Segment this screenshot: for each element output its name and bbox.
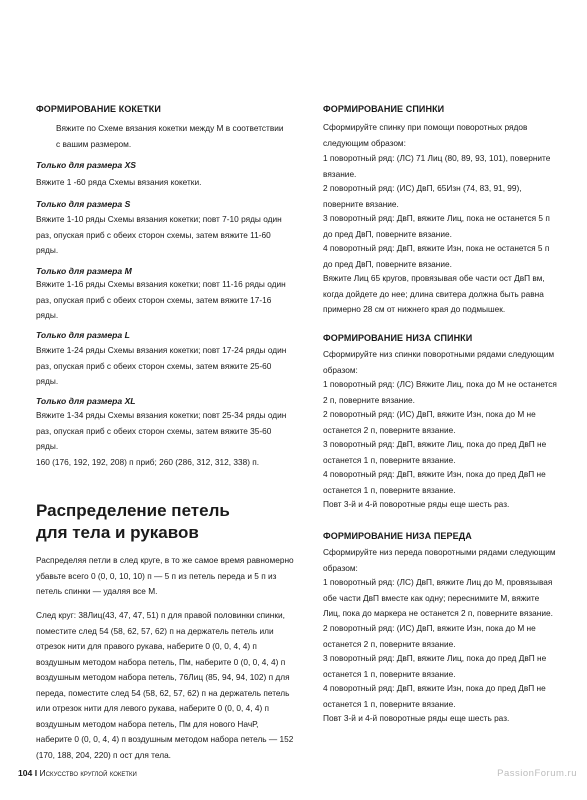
bottom-front-row-1: 1 поворотный ряд: (ЛС) ДвП, вяжите Лиц до M, провязывая обе части ДвП вместе как одну; переснимите M, вяжите Лиц, пока до маркера не останется 2 п, поверните вязание. <box>323 577 553 618</box>
bottom-back-row-1: 1 поворотный ряд: (ЛС) Вяжите Лиц, пока до M не останется 2 п, поверните вязание. <box>323 379 557 405</box>
distribution-paragraph-2: След круг: 38Лиц(43, 47, 47, 51) п для правой половинки спинки, поместите след 54 (58, 62, 57, 62) п на держатель петель или отрезок нити для правого рукава, наберите 0 (0, 0, 4, 4) п воздушным методом набора петель, Пм, наберите 0 (0, 0, 4, 4) п воздушным методом набора петель, 76Лиц (85, 94, 94, 102) п для переда, поместите след 54 (58, 62, 57, 62) п на держатель петель или отрезок нити для левого рукава, наберите 0 (0, 0, 4, 4) п воздушным методом набора петель, Пм для нового НачР, наберите 0 (0, 0, 4, 4) п воздушным методом набора петель — 152 (170, 188, 204, 220) п ост для тела. <box>36 610 294 760</box>
size-s-text: Вяжите 1-10 ряды Схемы вязания кокетки; повт 7-10 ряды один раз, опуская приб с обеих сторон схемы, затем вяжите 11-60 ряды. <box>36 214 282 255</box>
bottom-front-row-3: 3 поворотный ряд: ДвП, вяжите Лиц, пока до пред ДвП не останется 1 п, поверните вязание. <box>323 653 547 679</box>
back-row-4: 4 поворотный ряд: ДвП, вяжите Изн, пока не останется 5 п до пред ДвП, поверните вязание. <box>323 243 550 269</box>
bottom-front-row-4: 4 поворотный ряд: ДвП, вяжите Изн, пока до пред ДвП не останется 1 п, поверните вязание. <box>323 683 546 709</box>
back-ending-text: Вяжите Лиц 65 кругов, провязывая обе части ост ДвП вм, когда дойдете до нее; длина свитера должна быть равна примерно 28 см от нижнего края до подмышек. <box>323 273 545 314</box>
size-m-title: Только для размера M <box>36 266 132 276</box>
back-section-title: ФОРМИРОВАНИЕ СПИНКИ <box>323 104 445 114</box>
yoke-section-title: ФОРМИРОВАНИЕ КОКЕТКИ <box>36 104 161 114</box>
back-row-3: 3 поворотный ряд: ДвП, вяжите Лиц, пока не останется 5 п до пред ДвП, поверните вязание. <box>323 213 550 239</box>
bottom-back-section-title: ФОРМИРОВАНИЕ НИЗА СПИНКИ <box>323 333 473 343</box>
distribution-title-line-2: для тела и рукавов <box>36 523 199 542</box>
footer-book-title: Искусство круглой кокетки <box>39 768 137 778</box>
bottom-front-row-2: 2 поворотный ряд: (ИС) ДвП, вяжите Изн, пока до M не останется 2 п, поверните вязание. <box>323 623 536 649</box>
size-xs-text: Вяжите 1 -60 ряда Схемы вязания кокетки. <box>36 177 202 187</box>
back-row-2: 2 поворотный ряд: (ИС) ДвП, 65Изн (74, 83, 91, 99), поверните вязание. <box>323 183 522 209</box>
size-s-title: Только для размера S <box>36 199 131 209</box>
size-xl-counts: 160 (176, 192, 192, 208) п приб; 260 (286, 312, 312, 338) п. <box>36 457 260 467</box>
size-xl-title: Только для размера XL <box>36 396 136 406</box>
size-xs-title: Только для размера XS <box>36 160 137 170</box>
back-intro-text: Сформируйте спинку при помощи поворотных рядов следующим образом: <box>323 122 528 148</box>
page-number: 104 <box>18 768 33 778</box>
bottom-front-section-title: ФОРМИРОВАНИЕ НИЗА ПЕРЕДА <box>323 531 472 541</box>
distribution-paragraph-1: Распределяя петли в след круге, в то же самое время равномерно убавьте всего 0 (0, 0, 10, 10) п — 5 п из петель переда и 5 п из петель спинки — удаляя все M. <box>36 555 294 596</box>
bottom-front-intro: Сформируйте низ переда поворотными рядами следующим образом: <box>323 547 556 573</box>
page-footer <box>18 768 137 778</box>
bottom-back-row-3: 3 поворотный ряд: ДвП, вяжите Лиц, пока до пред ДвП не останется 1 п, поверните вязание. <box>323 439 547 465</box>
size-m-text: Вяжите 1-16 ряды Схемы вязания кокетки; повт 11-16 ряды один раз, опуская приб с обеих сторон схемы, затем вяжите 17-16 ряды. <box>36 279 286 320</box>
footer-separator: I <box>34 768 38 778</box>
bottom-front-ending: Повт 3-й и 4-й поворотные ряды еще шесть раз. <box>323 713 510 723</box>
yoke-intro-text: Вяжите по Схеме вязания кокетки между M в соответствии с вашим размером. <box>56 123 284 149</box>
bottom-back-intro: Сформируйте низ спинки поворотными рядами следующим образом: <box>323 349 555 375</box>
size-l-text: Вяжите 1-24 ряды Схемы вязания кокетки; повт 17-24 ряды один раз, опуская приб с обеих сторон схемы, затем вяжите 25-60 ряды. <box>36 345 287 386</box>
watermark-text: PassionForum.ru <box>497 768 577 779</box>
back-row-1: 1 поворотный ряд: (ЛС) 71 Лиц (80, 89, 93, 101), поверните вязание. <box>323 153 551 179</box>
bottom-back-row-2: 2 поворотный ряд: (ИС) ДвП, вяжите Изн, пока до M не останется 2 п, поверните вязание. <box>323 409 536 435</box>
bottom-back-ending: Повт 3-й и 4-й поворотные ряды еще шесть раз. <box>323 499 510 509</box>
distribution-title-line-1: Распределение петель <box>36 501 230 520</box>
size-l-title: Только для размера L <box>36 330 130 340</box>
bottom-back-row-4: 4 поворотный ряд: ДвП, вяжите Изн, пока до пред ДвП не останется 1 п, поверните вязание. <box>323 469 546 495</box>
size-xl-text: Вяжите 1-34 ряды Схемы вязания кокетки; повт 25-34 ряды один раз, опуская приб с обеих сторон схемы, затем вяжите 35-60 ряды. <box>36 410 287 451</box>
